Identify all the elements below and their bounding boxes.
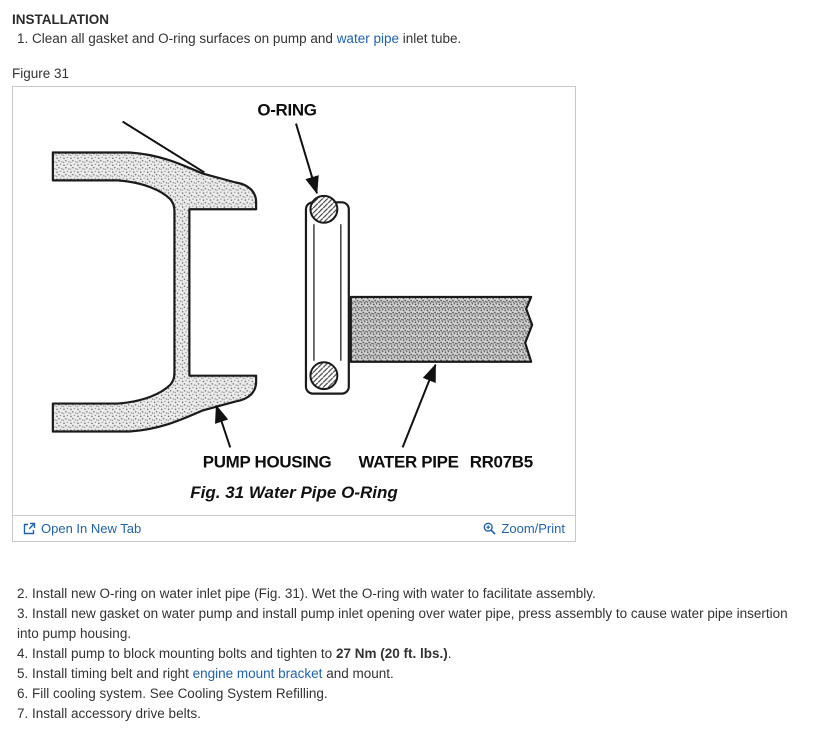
pump-housing-label: PUMP HOUSING <box>202 452 332 472</box>
arrow-pump-housing <box>216 406 230 448</box>
step-7: 7. Install accessory drive belts. <box>17 706 201 721</box>
step-5-text-pre: 5. Install timing belt and right <box>17 666 193 681</box>
step-4-text-pre: 4. Install pump to block mounting bolts and tighten to <box>17 646 336 661</box>
o-ring-top <box>310 196 337 223</box>
o-ring-bottom <box>310 362 337 389</box>
pump-housing-shape <box>53 152 256 431</box>
zoom-icon <box>483 522 496 535</box>
water-pipe-link[interactable]: water pipe <box>336 31 399 46</box>
figure-diagram <box>14 93 574 481</box>
figure-footer <box>13 515 575 541</box>
arrow-o-ring <box>296 124 317 194</box>
open-in-new-tab-link[interactable] <box>23 521 141 536</box>
open-in-new-icon <box>23 522 36 535</box>
step-4-text-post: . <box>447 646 452 661</box>
steps-list <box>12 584 803 724</box>
figure-code-label: RR07B5 <box>469 452 533 472</box>
step-2: 2. Install new O-ring on water inlet pipe (Fig. 31). Wet the O-ring with water to facilitate assembly. <box>17 586 596 601</box>
water-pipe-shape <box>351 297 532 362</box>
step-4 <box>12 644 803 664</box>
step-3: 3. Install new gasket on water pump and install pump inlet opening over water pipe, press assembly to cause water pipe insertion into pump housing. <box>17 606 788 641</box>
step-1-text-pre: 1. Clean all gasket and O-ring surfaces on pump and <box>17 31 337 46</box>
step-1-text-post: inlet tube. <box>398 31 462 46</box>
water-pipe-label: WATER PIPE <box>358 452 459 472</box>
step-5 <box>12 664 803 684</box>
step-5-text-post: and mount. <box>322 666 394 681</box>
open-in-new-tab-label: Open In New Tab <box>41 521 142 536</box>
step-6: 6. Fill cooling system. See Cooling System Refilling. <box>17 686 328 701</box>
torque-value: 27 Nm (20 ft. lbs.) <box>335 646 448 661</box>
zoom-print-link[interactable] <box>483 521 565 536</box>
figure-label: Figure 31 <box>12 66 70 81</box>
zoom-print-label: Zoom/Print <box>501 521 565 536</box>
o-ring-label: O-RING <box>257 100 317 120</box>
step-1 <box>12 29 803 49</box>
arrow-water-pipe <box>403 365 436 448</box>
figure-panel <box>12 86 576 542</box>
figure-caption: Fig. 31 Water Pipe O-Ring <box>190 483 398 502</box>
engine-mount-bracket-link[interactable]: engine mount bracket <box>192 666 323 681</box>
installation-heading: INSTALLATION <box>12 12 109 27</box>
